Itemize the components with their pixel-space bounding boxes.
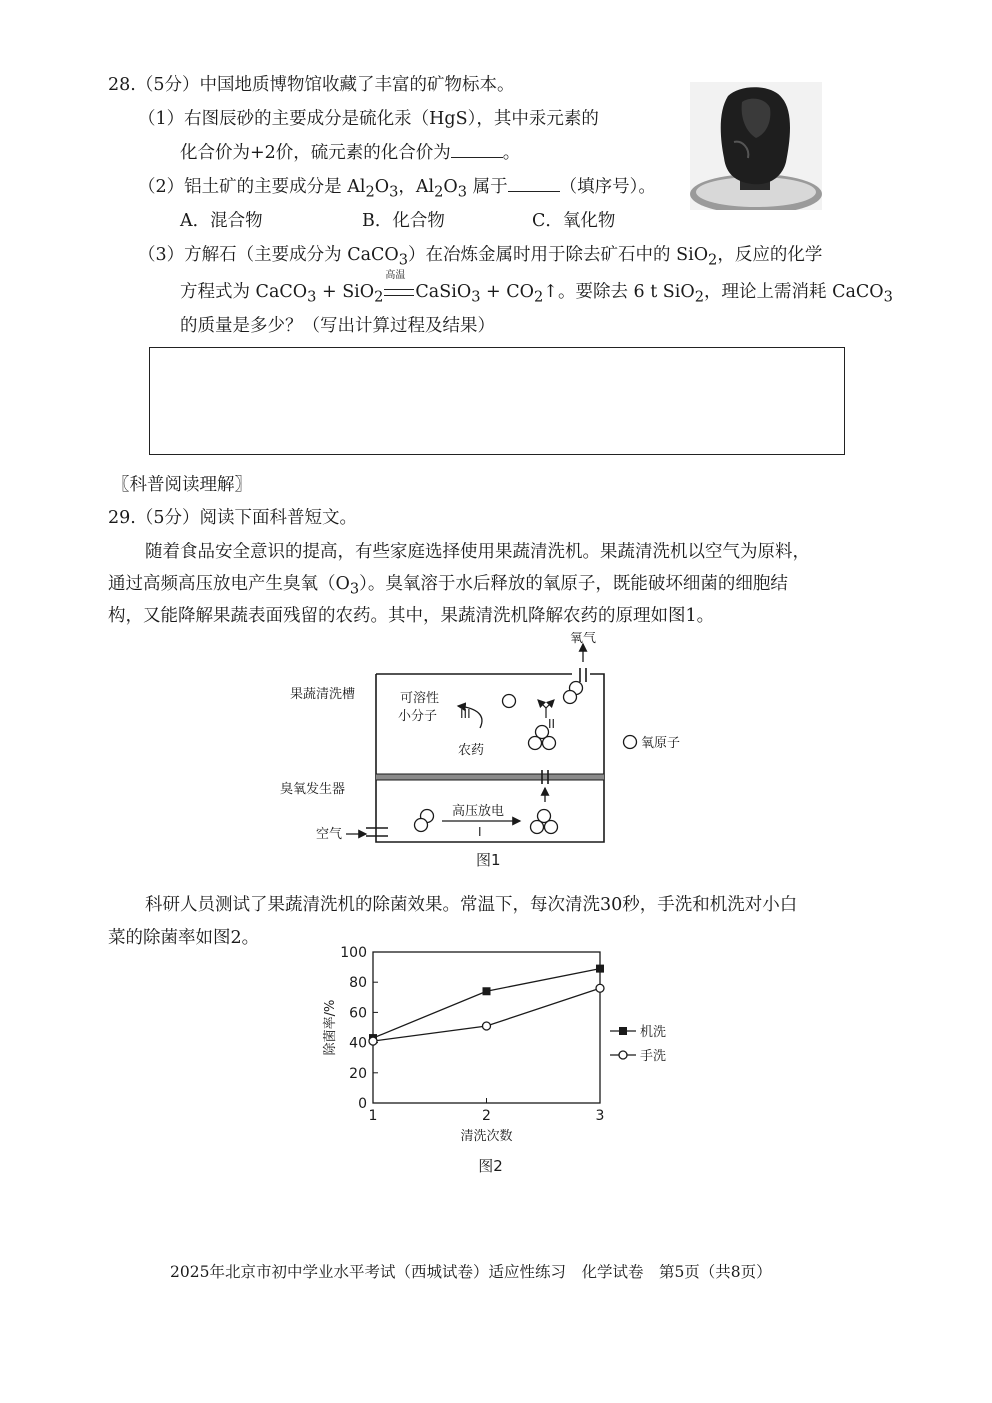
option-c: C．氧化物 (532, 211, 616, 231)
x-tick-label: 1 (368, 1108, 378, 1124)
legend-marker-circle (619, 1051, 627, 1059)
q28-part2: （2）铝土矿的主要成分是 $Al_2O_3$，$Al_2O_3$ 属于 （填序号）。 (138, 177, 656, 201)
figure2-chart (310, 940, 700, 1175)
data-point-circle (483, 1022, 491, 1030)
figure2-caption: 图2 (478, 1157, 503, 1175)
tank-label: 果蔬清洗槽 (290, 687, 356, 702)
y-tick-label: 100 (340, 945, 367, 961)
air-label: 空气 (316, 827, 343, 842)
x-tick-label: 2 (482, 1108, 491, 1124)
data-point-circle (369, 1037, 377, 1045)
page-footer: 2025年北京市初中学业水平考试（西城试卷）适应性练习 化学试卷 第5页（共8页） (170, 1263, 772, 1281)
y-tick-label: 20 (349, 1065, 367, 1082)
q28-part3-line1: （3）方解石（主要成分为 CaCO$_3$）在冶炼金属时用于除去矿石中的 SiO$_2$，反应的化学 (138, 245, 823, 269)
legend-label: 氧原子 (641, 736, 681, 751)
option-b: B．化合物 (362, 211, 445, 231)
answer-blank[interactable] (451, 143, 503, 158)
generator-membrane (376, 774, 604, 780)
q28-part1-line2: 化合价为+2价，硫元素的化合价为 。 (180, 143, 521, 163)
step2-label: II (548, 717, 556, 731)
discharge-label: 高压放电 (452, 804, 505, 819)
oxygen-label: 氧气 (570, 632, 597, 646)
y-tick-label: 40 (349, 1035, 367, 1052)
q29-heading: 29.（5分）阅读下面科普短文。 (108, 508, 357, 528)
q29-para1-line1: 随着食品安全意识的提高，有些家庭选择使用果蔬清洗机。果蔬清洗机以空气为原料， (145, 542, 810, 562)
y-axis-label: 除菌率/% (323, 999, 338, 1056)
series-line-2 (373, 988, 600, 1041)
generator-label: 臭氧发生器 (280, 782, 346, 797)
oxygen-atom-legend-icon (624, 736, 637, 749)
q28-part3-line3: 的质量是多少？（写出计算过程及结果） (180, 316, 495, 336)
x-axis-label: 清洗次数 (460, 1129, 513, 1144)
step3-label: III (460, 707, 471, 721)
legend-marker-square (619, 1027, 627, 1035)
q28-heading: 28.（5分）中国地质博物馆收藏了丰富的矿物标本。 (108, 75, 515, 95)
q29-para1-line2: 通过高频高压放电产生臭氧$(O_3)$。臭氧溶于水后释放的氧原子，既能破坏细菌的细胞结 (108, 574, 788, 598)
step1-label: I (478, 825, 482, 839)
y-tick-label: 0 (358, 1096, 367, 1112)
data-point-circle (596, 984, 604, 992)
y-tick-label: 80 (349, 975, 367, 992)
soluble-label-2: 小分子 (398, 709, 438, 724)
pesticide-label: 农药 (458, 743, 485, 758)
section-title: 〖科普阅读理解〗 (112, 475, 252, 495)
q28-part3-line2: 方程式为 CaCO$_3$ + SiO$_2$ 高温 CaSiO$_3$ + $CO_2↑$。要除去 6 t SiO$_2$，理论上需消耗 CaCO$_3$ (180, 270, 893, 306)
q29-para1-line3: 构，又能降解果蔬表面残留的农药。其中，果蔬清洗机降解农药的原理如图1。 (108, 606, 715, 626)
q28-part1-line1: （1）右图辰砂的主要成分是硫化汞（HgS），其中汞元素的 (138, 109, 599, 129)
answer-blank[interactable] (508, 177, 560, 192)
y-tick-label: 60 (349, 1005, 367, 1022)
x-tick-label: 3 (595, 1108, 605, 1124)
answer-box[interactable] (149, 347, 845, 455)
data-point-square (483, 987, 491, 995)
figure1-caption: 图1 (476, 851, 501, 869)
data-point-square (596, 965, 604, 973)
legend-label: 机洗 (640, 1025, 667, 1040)
figure1-diagram (280, 632, 700, 872)
cinnabar-photo (690, 82, 822, 210)
q29-para2-line1: 科研人员测试了果蔬清洗机的除菌效果。常温下，每次清洗30秒，手洗和机洗对小白 (145, 895, 798, 915)
q29-para2-line2: 菜的除菌率如图2。 (108, 928, 260, 948)
soluble-label-1: 可溶性 (400, 691, 440, 706)
legend-label: 手洗 (640, 1049, 667, 1064)
reaction-condition: 高温 (383, 281, 415, 305)
option-a: A．混合物 (180, 211, 263, 231)
